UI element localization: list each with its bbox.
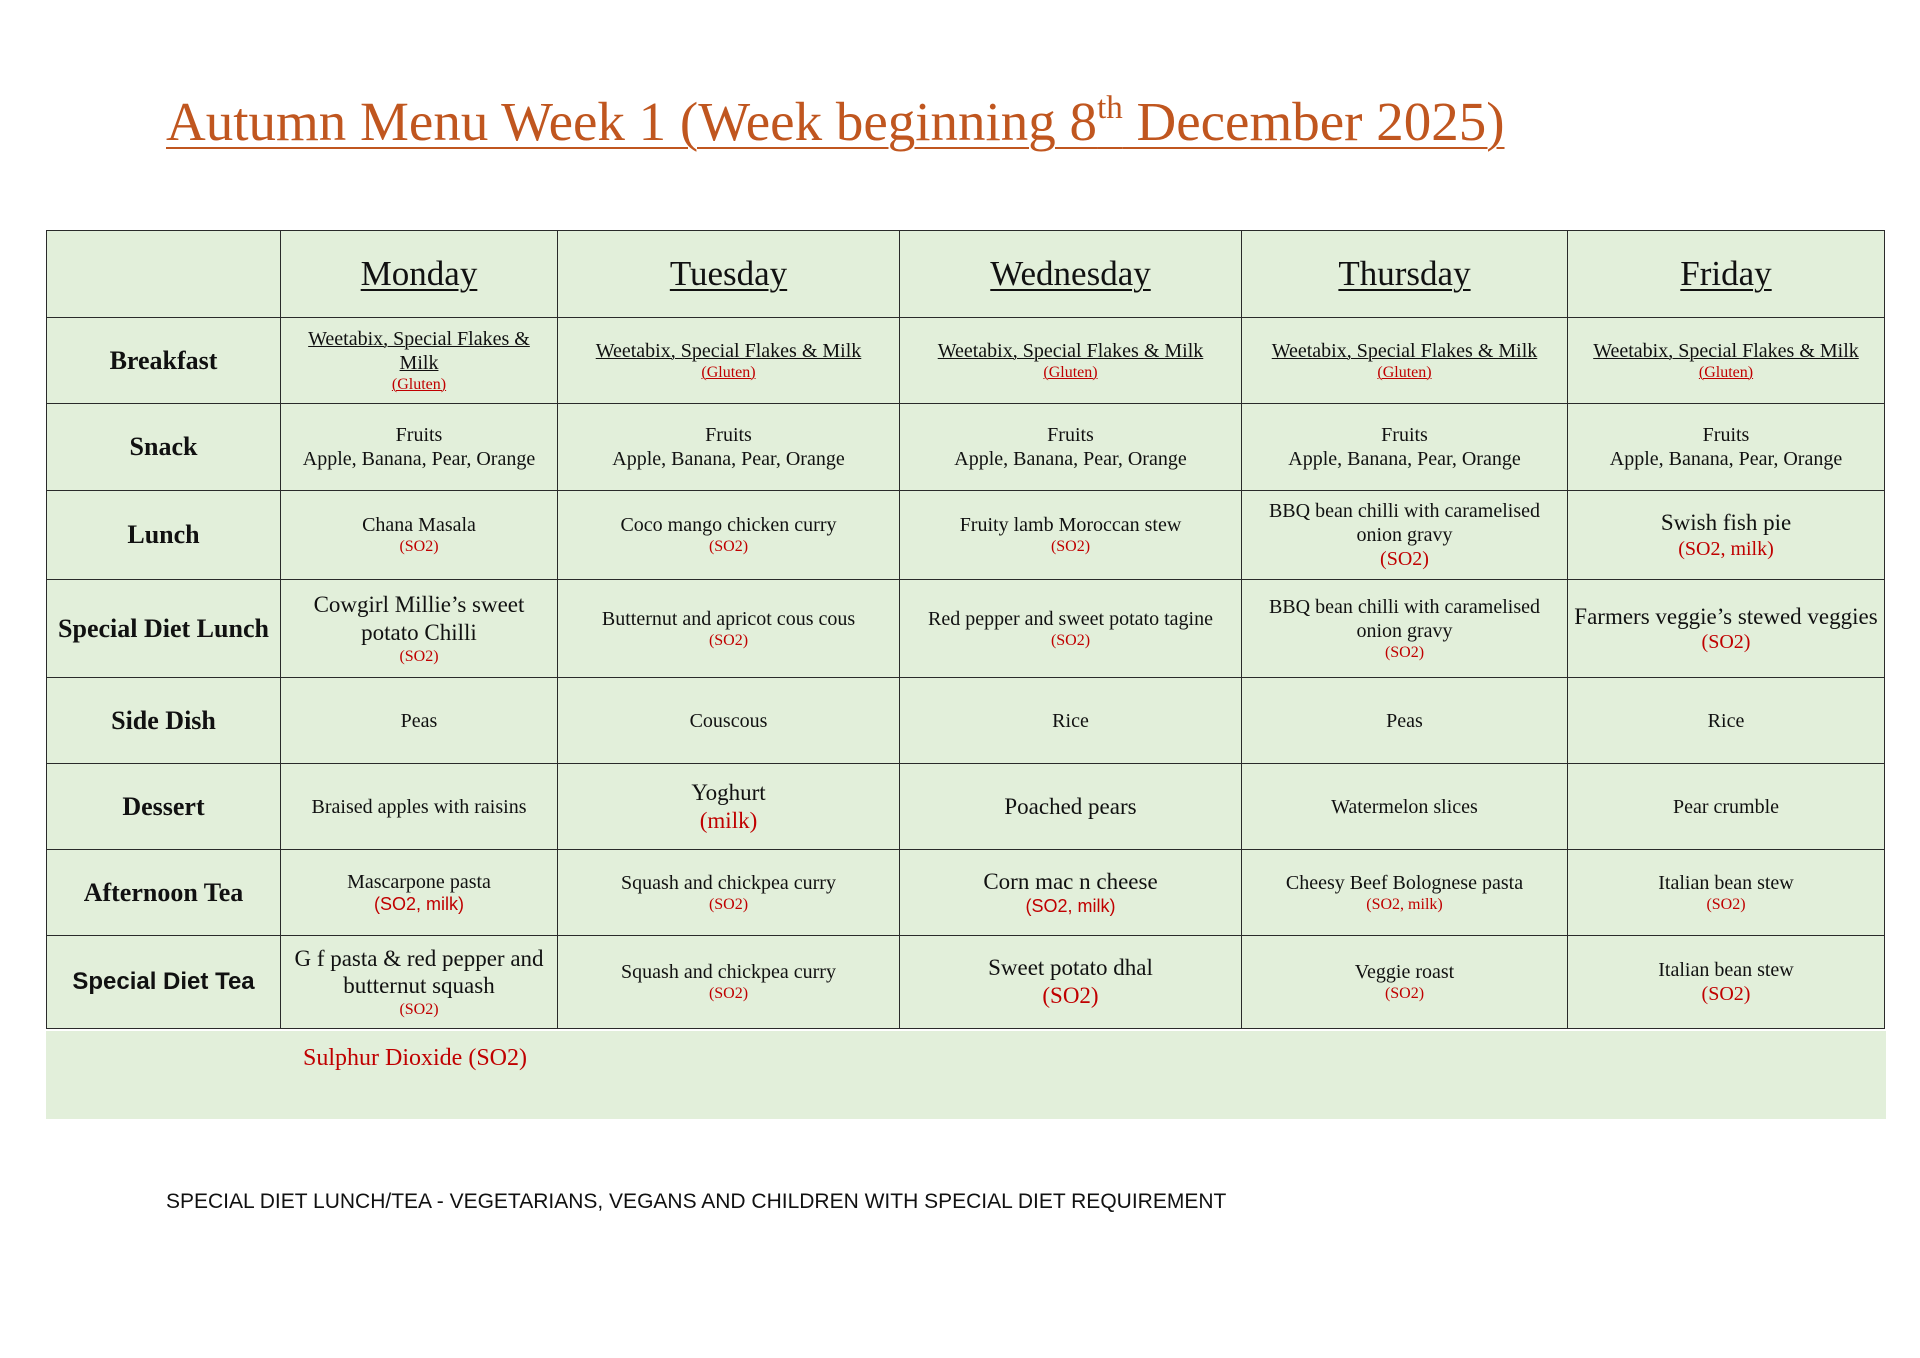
dish-name: Fruits — [705, 424, 752, 446]
dish-name: Chana Masala — [362, 514, 476, 537]
row-label-lunch: Lunch — [47, 491, 281, 580]
dish-name: Poached pears — [1004, 793, 1137, 819]
menu-cell — [1242, 764, 1568, 850]
allergen-note: (SO2, milk) — [1025, 895, 1116, 916]
allergen-note: (SO2) — [708, 538, 749, 556]
allergen-note: (SO2, milk) — [1366, 895, 1443, 913]
allergen-note: (SO2) — [1042, 983, 1099, 1008]
dish-name: Fruits — [395, 424, 443, 446]
dish-name: Rice — [1707, 709, 1745, 732]
dish-name: Weetabix, Special Flakes & Milk — [595, 339, 862, 362]
menu-cell — [281, 850, 558, 936]
dish-name: Fruits — [1702, 424, 1750, 446]
dish-name: Corn mac n cheese — [983, 868, 1158, 894]
special-diet-footnote: SPECIAL DIET LUNCH/TEA - VEGETARIANS, VEGANS AND CHILDREN WITH SPECIAL DIET REQUIREMENT — [166, 1190, 1227, 1213]
table-row — [47, 764, 1885, 850]
row-label-dessert: Dessert — [47, 764, 281, 850]
allergen-note: (SO2) — [708, 895, 749, 913]
dish-name: Sweet potato dhal — [988, 955, 1153, 981]
day-label: Tuesday — [669, 254, 788, 293]
table-row — [47, 318, 1885, 404]
dish-name: Rice — [1052, 709, 1089, 732]
menu-cell — [1568, 936, 1885, 1029]
title-superscript: th — [1097, 90, 1123, 126]
menu-cell — [900, 678, 1242, 764]
menu-table — [46, 230, 1885, 1029]
dish-name: Braised apples with raisins — [311, 795, 527, 818]
allergen-note: (SO2) — [1701, 983, 1751, 1005]
dish-name: Swish fish pie — [1660, 510, 1792, 536]
corner-cell — [47, 231, 281, 318]
dish-name: Watermelon slices — [1331, 795, 1478, 818]
dish-name: BBQ bean chilli with caramelised onion gravy — [1268, 595, 1541, 642]
dish-name: Farmers veggie’s stewed veggies — [1574, 603, 1878, 629]
menu-cell — [1242, 318, 1568, 404]
menu-cell — [281, 318, 558, 404]
dish-detail: Apple, Banana, Pear, Orange — [302, 448, 536, 470]
dish-name: Yoghurt — [691, 779, 766, 805]
row-label-afternoon-tea: Afternoon Tea — [47, 850, 281, 936]
dish-name: Mascarpone pasta — [347, 870, 491, 893]
dish-name: Butternut and apricot cous cous — [601, 607, 856, 630]
table-row — [47, 850, 1885, 936]
menu-cell — [1242, 678, 1568, 764]
menu-cell — [558, 318, 900, 404]
table-row — [47, 404, 1885, 491]
dish-name: Coco mango chicken curry — [620, 514, 837, 537]
dish-name: Weetabix, Special Flakes & Milk — [308, 327, 530, 374]
menu-cell — [1568, 580, 1885, 678]
dish-name: Couscous — [689, 709, 768, 732]
allergen-note: (SO2) — [708, 985, 749, 1003]
allergen-note: (SO2) — [1384, 985, 1425, 1003]
menu-table-wrapper — [46, 230, 1885, 1029]
menu-cell — [558, 580, 900, 678]
day-label: Thursday — [1338, 254, 1471, 293]
table-row — [47, 936, 1885, 1029]
allergen-note: (SO2) — [1380, 548, 1429, 570]
allergen-legend: Sulphur Dioxide (SO2) — [303, 1045, 527, 1071]
dish-detail: Apple, Banana, Pear, Orange — [612, 448, 845, 470]
table-row — [47, 491, 1885, 580]
row-label-snack: Snack — [47, 404, 281, 491]
allergen-note: (SO2) — [1384, 643, 1425, 661]
menu-cell — [900, 580, 1242, 678]
allergen-note: (Gluten) — [1698, 363, 1754, 381]
allergen-note: (SO2) — [399, 538, 439, 556]
menu-cell — [1568, 404, 1885, 491]
allergen-note: (SO2) — [399, 1001, 439, 1018]
menu-cell — [900, 318, 1242, 404]
dish-name: Weetabix, Special Flakes & Milk — [1593, 339, 1859, 362]
allergen-note: (Gluten) — [391, 375, 447, 393]
row-label-side-dish: Side Dish — [47, 678, 281, 764]
table-row — [47, 678, 1885, 764]
dish-name: Fruits — [1047, 424, 1094, 446]
dish-name: Pear crumble — [1672, 795, 1780, 818]
dish-name: Weetabix, Special Flakes & Milk — [1271, 339, 1538, 362]
menu-cell — [281, 764, 558, 850]
dish-name: Fruity lamb Moroccan stew — [959, 514, 1182, 537]
day-label: Monday — [360, 254, 478, 293]
day-header-thursday — [1242, 231, 1568, 318]
menu-cell — [1242, 404, 1568, 491]
menu-cell — [900, 936, 1242, 1029]
day-header-wednesday — [900, 231, 1242, 318]
dish-name: Veggie roast — [1354, 961, 1455, 984]
allergen-note: (SO2) — [1706, 895, 1746, 913]
dish-name: Red pepper and sweet potato tagine — [928, 607, 1213, 630]
menu-cell — [558, 678, 900, 764]
menu-cell — [281, 404, 558, 491]
day-label: Wednesday — [990, 254, 1151, 293]
dish-name: Cheesy Beef Bolognese pasta — [1285, 871, 1524, 894]
menu-cell — [1568, 318, 1885, 404]
menu-cell — [558, 764, 900, 850]
dish-name: Squash and chickpea curry — [621, 961, 836, 984]
dish-name: Peas — [400, 709, 438, 732]
allergen-note: (SO2) — [1701, 631, 1751, 654]
menu-cell — [1568, 491, 1885, 580]
menu-cell — [1242, 491, 1568, 580]
menu-cell — [900, 850, 1242, 936]
table-row — [47, 580, 1885, 678]
allergen-note: (SO2) — [1050, 538, 1091, 556]
day-header-tuesday — [558, 231, 900, 318]
dish-name: Cowgirl Millie’s sweet potato Chilli — [313, 592, 525, 645]
menu-cell — [281, 678, 558, 764]
allergen-legend-band — [46, 1031, 1886, 1119]
page-title — [166, 92, 1505, 153]
row-label-breakfast: Breakfast — [47, 318, 281, 404]
menu-cell — [1568, 678, 1885, 764]
day-header-monday — [281, 231, 558, 318]
day-label: Friday — [1680, 254, 1772, 293]
dish-name: Squash and chickpea curry — [621, 871, 836, 894]
dish-name: Peas — [1386, 709, 1423, 732]
allergen-note: (Gluten) — [1377, 363, 1432, 381]
allergen-note: (milk) — [699, 807, 758, 833]
row-label-special-diet-tea: Special Diet Tea — [47, 936, 281, 1029]
dish-name: Italian bean stew — [1658, 871, 1794, 894]
allergen-note: (Gluten) — [701, 363, 756, 381]
table-header-row — [47, 231, 1885, 318]
menu-cell — [900, 491, 1242, 580]
menu-cell — [900, 404, 1242, 491]
dish-name: G f pasta & red pepper and butternut squash — [294, 945, 544, 999]
day-header-friday — [1568, 231, 1885, 318]
dish-name: Italian bean stew — [1658, 959, 1794, 981]
menu-cell — [281, 580, 558, 678]
menu-cell — [558, 936, 900, 1029]
dish-name: Weetabix, Special Flakes & Milk — [937, 339, 1204, 362]
menu-cell — [1242, 580, 1568, 678]
allergen-note: (SO2) — [399, 647, 439, 665]
row-label-special-diet-lunch: Special Diet Lunch — [47, 580, 281, 678]
menu-cell — [558, 404, 900, 491]
dish-detail: Apple, Banana, Pear, Orange — [1609, 448, 1843, 470]
menu-cell — [558, 491, 900, 580]
menu-cell — [1242, 936, 1568, 1029]
title-suffix: December 2025) — [1122, 91, 1505, 152]
dish-detail: Apple, Banana, Pear, Orange — [954, 448, 1187, 470]
title-prefix: Autumn Menu Week 1 (Week beginning 8 — [166, 91, 1098, 152]
menu-cell — [1568, 764, 1885, 850]
menu-cell — [281, 936, 558, 1029]
dish-detail: Apple, Banana, Pear, Orange — [1288, 448, 1521, 470]
dish-name: BBQ bean chilli with caramelised onion gravy — [1268, 500, 1541, 546]
allergen-note: (SO2) — [708, 631, 749, 649]
menu-cell — [900, 764, 1242, 850]
menu-cell — [1242, 850, 1568, 936]
menu-cell — [1568, 850, 1885, 936]
allergen-note: (SO2, milk) — [374, 893, 464, 914]
allergen-note: (SO2, milk) — [1678, 537, 1774, 560]
allergen-note: (Gluten) — [1043, 363, 1098, 381]
dish-name: Fruits — [1381, 424, 1428, 446]
menu-cell — [558, 850, 900, 936]
menu-cell — [281, 491, 558, 580]
allergen-note: (SO2) — [1050, 631, 1091, 649]
